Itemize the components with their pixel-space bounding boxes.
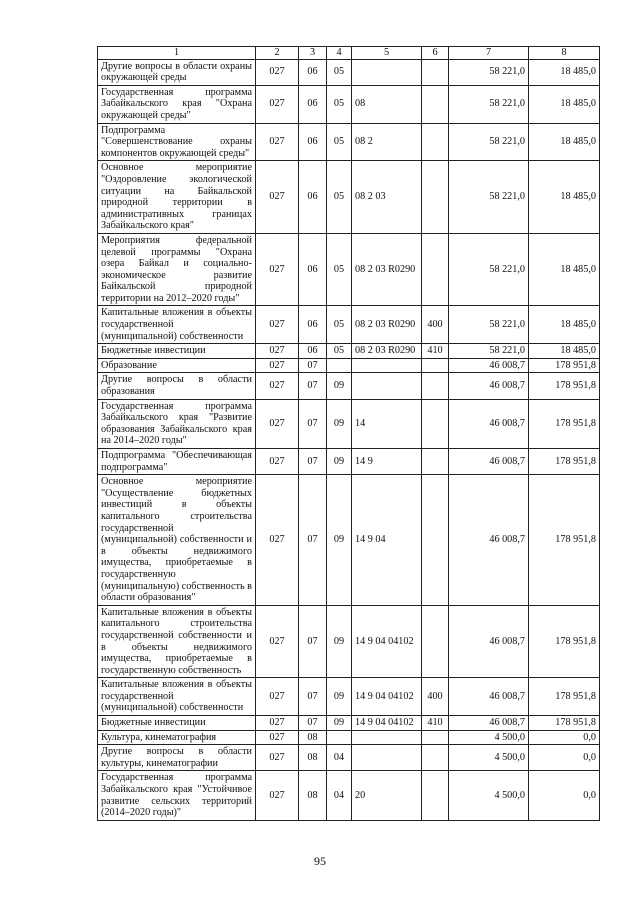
subsection-code-cell: 04 [327, 771, 352, 820]
target-article-cell: 08 2 03 [352, 161, 422, 234]
subsection-code-cell: 09 [327, 605, 352, 678]
column-header: 5 [352, 47, 422, 60]
amount-year1-cell: 4 500,0 [449, 771, 529, 820]
expense-type-cell [422, 399, 449, 448]
target-article-cell [352, 358, 422, 373]
subsection-code-cell: 09 [327, 449, 352, 475]
ministry-code-cell: 027 [256, 161, 299, 234]
target-article-cell [352, 373, 422, 399]
amount-year1-cell: 58 221,0 [449, 161, 529, 234]
amount-year1-cell: 46 008,7 [449, 605, 529, 678]
amount-year2-cell: 178 951,8 [529, 449, 600, 475]
section-code-cell: 07 [299, 449, 327, 475]
expense-type-cell [422, 233, 449, 306]
target-article-cell: 14 9 [352, 449, 422, 475]
column-header: 8 [529, 47, 600, 60]
ministry-code-cell: 027 [256, 373, 299, 399]
section-code-cell: 06 [299, 306, 327, 344]
item-name-cell: Капитальные вложения в объекты капитального строительства государственной собственности и в объекты недвижимого имущества, приобретаемые в государственную собственность [98, 605, 256, 678]
table-body [98, 59, 600, 820]
amount-year1-cell: 58 221,0 [449, 85, 529, 123]
amount-year2-cell: 18 485,0 [529, 85, 600, 123]
expense-type-cell [422, 59, 449, 85]
expense-type-cell [422, 745, 449, 771]
amount-year1-cell: 58 221,0 [449, 344, 529, 359]
table-row [98, 745, 600, 771]
ministry-code-cell: 027 [256, 399, 299, 448]
expense-type-cell [422, 730, 449, 745]
section-code-cell: 08 [299, 771, 327, 820]
amount-year1-cell: 46 008,7 [449, 373, 529, 399]
target-article-cell [352, 730, 422, 745]
subsection-code-cell: 05 [327, 306, 352, 344]
table-row [98, 59, 600, 85]
amount-year2-cell: 178 951,8 [529, 605, 600, 678]
target-article-cell [352, 59, 422, 85]
amount-year1-cell: 46 008,7 [449, 399, 529, 448]
subsection-code-cell [327, 730, 352, 745]
section-code-cell: 07 [299, 678, 327, 716]
amount-year1-cell: 46 008,7 [449, 716, 529, 731]
expense-type-cell [422, 373, 449, 399]
amount-year1-cell: 58 221,0 [449, 59, 529, 85]
target-article-cell: 20 [352, 771, 422, 820]
amount-year2-cell: 178 951,8 [529, 373, 600, 399]
ministry-code-cell: 027 [256, 358, 299, 373]
table-row [98, 233, 600, 306]
subsection-code-cell [327, 358, 352, 373]
section-code-cell: 08 [299, 730, 327, 745]
section-code-cell: 08 [299, 745, 327, 771]
section-code-cell: 06 [299, 344, 327, 359]
expense-type-cell [422, 771, 449, 820]
column-header: 4 [327, 47, 352, 60]
expense-type-cell [422, 475, 449, 606]
ministry-code-cell: 027 [256, 716, 299, 731]
amount-year2-cell: 0,0 [529, 730, 600, 745]
amount-year2-cell: 18 485,0 [529, 306, 600, 344]
amount-year1-cell: 58 221,0 [449, 233, 529, 306]
target-article-cell: 08 2 03 R0290 [352, 233, 422, 306]
amount-year1-cell: 46 008,7 [449, 678, 529, 716]
item-name-cell: Государственная программа Забайкальского края "Устойчивое развитие сельских территорий (2014–2020 годы)" [98, 771, 256, 820]
expense-type-cell [422, 85, 449, 123]
column-header: 2 [256, 47, 299, 60]
amount-year1-cell: 4 500,0 [449, 730, 529, 745]
item-name-cell: Государственная программа Забайкальского края "Охрана окружающей среды" [98, 85, 256, 123]
column-header: 1 [98, 47, 256, 60]
amount-year2-cell: 178 951,8 [529, 716, 600, 731]
amount-year2-cell: 178 951,8 [529, 678, 600, 716]
amount-year2-cell: 178 951,8 [529, 399, 600, 448]
item-name-cell: Другие вопросы в области охраны окружающей среды [98, 59, 256, 85]
section-code-cell: 06 [299, 161, 327, 234]
section-code-cell: 06 [299, 123, 327, 161]
item-name-cell: Образование [98, 358, 256, 373]
item-name-cell: Другие вопросы в области образования [98, 373, 256, 399]
table-row [98, 123, 600, 161]
amount-year1-cell: 4 500,0 [449, 745, 529, 771]
section-code-cell: 07 [299, 399, 327, 448]
amount-year2-cell: 18 485,0 [529, 344, 600, 359]
item-name-cell: Основное мероприятие "Оздоровление экологической ситуации на Байкальской природной территории в административных границах Забайкальского края" [98, 161, 256, 234]
expense-type-cell: 400 [422, 306, 449, 344]
page-number: 95 [314, 854, 326, 868]
subsection-code-cell: 09 [327, 716, 352, 731]
amount-year2-cell: 18 485,0 [529, 59, 600, 85]
expense-type-cell [422, 123, 449, 161]
ministry-code-cell: 027 [256, 605, 299, 678]
subsection-code-cell: 05 [327, 85, 352, 123]
target-article-cell: 14 [352, 399, 422, 448]
section-code-cell: 07 [299, 716, 327, 731]
table-row [98, 771, 600, 820]
amount-year2-cell: 18 485,0 [529, 123, 600, 161]
section-code-cell: 06 [299, 59, 327, 85]
target-article-cell: 08 2 03 R0290 [352, 306, 422, 344]
expense-type-cell: 410 [422, 716, 449, 731]
expense-type-cell: 410 [422, 344, 449, 359]
table-row [98, 399, 600, 448]
table-row [98, 730, 600, 745]
amount-year1-cell: 58 221,0 [449, 123, 529, 161]
ministry-code-cell: 027 [256, 123, 299, 161]
column-header: 7 [449, 47, 529, 60]
item-name-cell: Государственная программа Забайкальского края "Развитие образования Забайкальского края на 2014–2020 годы" [98, 399, 256, 448]
table-row [98, 358, 600, 373]
amount-year1-cell: 46 008,7 [449, 358, 529, 373]
target-article-cell: 08 2 03 R0290 [352, 344, 422, 359]
ministry-code-cell: 027 [256, 771, 299, 820]
table-row [98, 716, 600, 731]
target-article-cell: 08 2 [352, 123, 422, 161]
subsection-code-cell: 09 [327, 373, 352, 399]
item-name-cell: Бюджетные инвестиции [98, 344, 256, 359]
section-code-cell: 07 [299, 358, 327, 373]
expense-type-cell [422, 161, 449, 234]
amount-year1-cell: 58 221,0 [449, 306, 529, 344]
subsection-code-cell: 05 [327, 344, 352, 359]
item-name-cell: Подпрограмма "Обеспечивающая подпрограмма" [98, 449, 256, 475]
subsection-code-cell: 09 [327, 399, 352, 448]
target-article-cell: 14 9 04 04102 [352, 605, 422, 678]
table-row [98, 475, 600, 606]
amount-year2-cell: 0,0 [529, 771, 600, 820]
ministry-code-cell: 027 [256, 85, 299, 123]
amount-year1-cell: 46 008,7 [449, 475, 529, 606]
budget-table [97, 46, 600, 821]
section-code-cell: 06 [299, 85, 327, 123]
target-article-cell: 08 [352, 85, 422, 123]
ministry-code-cell: 027 [256, 475, 299, 606]
ministry-code-cell: 027 [256, 306, 299, 344]
amount-year2-cell: 178 951,8 [529, 358, 600, 373]
column-number-row [98, 47, 600, 60]
table-row [98, 605, 600, 678]
section-code-cell: 07 [299, 475, 327, 606]
ministry-code-cell: 027 [256, 344, 299, 359]
expense-type-cell [422, 358, 449, 373]
ministry-code-cell: 027 [256, 745, 299, 771]
column-header: 3 [299, 47, 327, 60]
subsection-code-cell: 04 [327, 745, 352, 771]
amount-year2-cell: 18 485,0 [529, 161, 600, 234]
item-name-cell: Культура, кинематография [98, 730, 256, 745]
table-row [98, 449, 600, 475]
target-article-cell: 14 9 04 04102 [352, 716, 422, 731]
section-code-cell: 07 [299, 373, 327, 399]
subsection-code-cell: 09 [327, 475, 352, 606]
table-row [98, 344, 600, 359]
item-name-cell: Другие вопросы в области культуры, кинематографии [98, 745, 256, 771]
amount-year2-cell: 0,0 [529, 745, 600, 771]
table-row [98, 306, 600, 344]
subsection-code-cell: 05 [327, 59, 352, 85]
ministry-code-cell: 027 [256, 449, 299, 475]
ministry-code-cell: 027 [256, 678, 299, 716]
item-name-cell: Основное мероприятие "Осуществление бюджетных инвестиций в объекты капитального строительства государственной (муниципальной) собственности и в объекты недвижимого имущества, приобретаемые в государственную (муниципальную) собственность в области образования" [98, 475, 256, 606]
table-row [98, 373, 600, 399]
expense-type-cell: 400 [422, 678, 449, 716]
amount-year2-cell: 18 485,0 [529, 233, 600, 306]
budget-table-sheet [97, 46, 599, 821]
column-header: 6 [422, 47, 449, 60]
expense-type-cell [422, 605, 449, 678]
section-code-cell: 07 [299, 605, 327, 678]
amount-year2-cell: 178 951,8 [529, 475, 600, 606]
subsection-code-cell: 09 [327, 678, 352, 716]
table-row [98, 678, 600, 716]
table-row [98, 161, 600, 234]
expense-type-cell [422, 449, 449, 475]
amount-year1-cell: 46 008,7 [449, 449, 529, 475]
subsection-code-cell: 05 [327, 233, 352, 306]
item-name-cell: Капитальные вложения в объекты государственной (муниципальной) собственности [98, 678, 256, 716]
item-name-cell: Подпрограмма "Совершенствование охраны компонентов окружающей среды" [98, 123, 256, 161]
item-name-cell: Бюджетные инвестиции [98, 716, 256, 731]
target-article-cell: 14 9 04 04102 [352, 678, 422, 716]
ministry-code-cell: 027 [256, 233, 299, 306]
ministry-code-cell: 027 [256, 730, 299, 745]
subsection-code-cell: 05 [327, 123, 352, 161]
subsection-code-cell: 05 [327, 161, 352, 234]
table-row [98, 85, 600, 123]
target-article-cell [352, 745, 422, 771]
ministry-code-cell: 027 [256, 59, 299, 85]
section-code-cell: 06 [299, 233, 327, 306]
item-name-cell: Капитальные вложения в объекты государственной (муниципальной) собственности [98, 306, 256, 344]
item-name-cell: Мероприятия федеральной целевой программы "Охрана озера Байкал и социально-экономическое развитие Байкальской природной территории на 2012–2020 годы" [98, 233, 256, 306]
target-article-cell: 14 9 04 [352, 475, 422, 606]
